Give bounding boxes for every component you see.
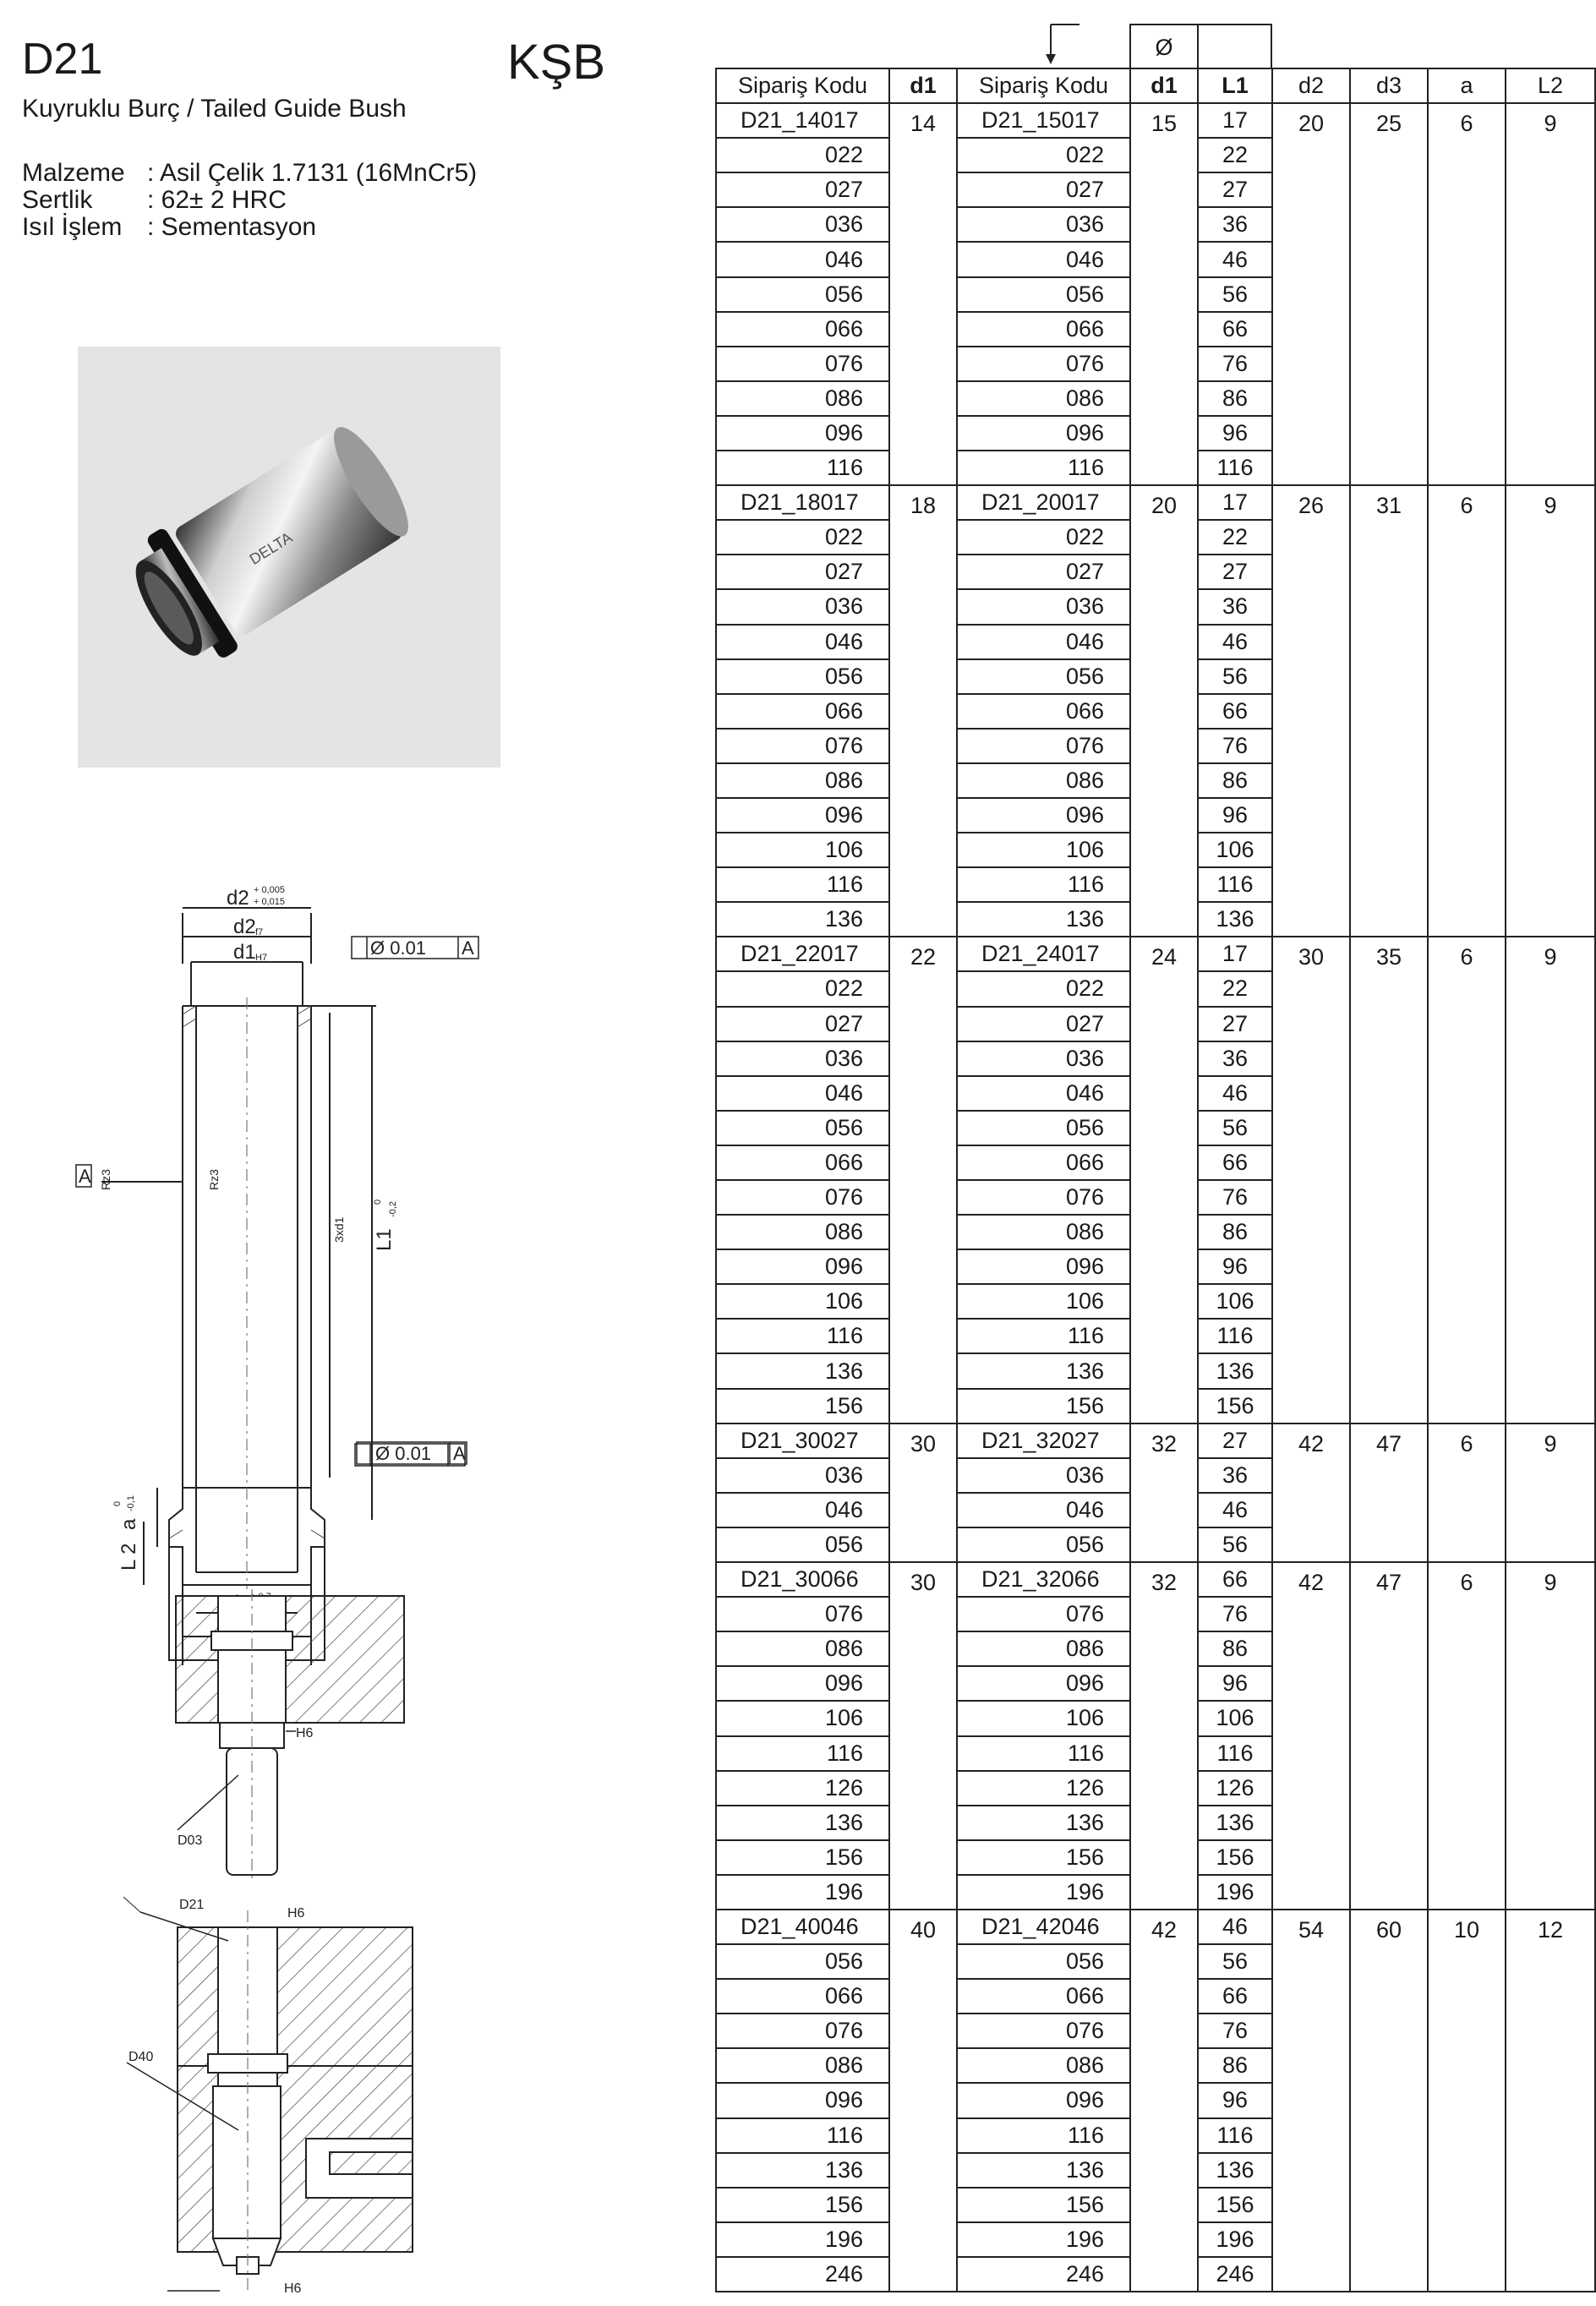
l1-cell: 56 bbox=[1198, 1527, 1272, 1562]
l1-cell: 46 bbox=[1198, 625, 1272, 659]
order-code-cell: 096 bbox=[957, 416, 1130, 451]
dim-a-tol-lower: -0,1 bbox=[126, 1495, 136, 1511]
dim-3xd1: 3xd1 bbox=[332, 1216, 346, 1243]
order-code-cell: 076 bbox=[957, 1180, 1130, 1215]
l1-cell: 27 bbox=[1198, 1423, 1272, 1458]
d1-cell: 42 bbox=[1130, 1910, 1198, 2292]
l1-cell: 46 bbox=[1198, 1076, 1272, 1111]
d2-cell: 42 bbox=[1272, 1423, 1350, 1562]
dim-d2-tol-upper: + 0,005 bbox=[254, 885, 286, 895]
order-code-cell: 056 bbox=[957, 1111, 1130, 1145]
l1-cell: 86 bbox=[1198, 1215, 1272, 1249]
l1-cell: 66 bbox=[1198, 1979, 1272, 2014]
order-code-cell: 036 bbox=[957, 207, 1130, 242]
l1-cell: 22 bbox=[1198, 520, 1272, 555]
l1-cell: 156 bbox=[1198, 1389, 1272, 1423]
d1-cell: 32 bbox=[1130, 1562, 1198, 1910]
order-code-cell: 056 bbox=[716, 659, 889, 694]
dim-d1-h7-sub: H7 bbox=[255, 953, 268, 963]
tolerance-bottom-frame bbox=[355, 1437, 482, 1471]
order-code-cell: 096 bbox=[957, 798, 1130, 833]
order-code-cell: 096 bbox=[716, 1666, 889, 1701]
l1-cell: 36 bbox=[1198, 207, 1272, 242]
d1-cell: 15 bbox=[1130, 103, 1198, 485]
d1-cell: 20 bbox=[1130, 485, 1198, 937]
l2-cell: 9 bbox=[1544, 111, 1557, 137]
order-code-cell: 136 bbox=[716, 1806, 889, 1840]
order-code-cell: 196 bbox=[716, 2222, 889, 2257]
a-cell: 6 bbox=[1428, 937, 1506, 1423]
order-table bbox=[715, 68, 1596, 2292]
table-row bbox=[716, 1562, 1595, 1597]
order-code-cell: 196 bbox=[716, 1875, 889, 1910]
roughness-right: Rz3 bbox=[207, 1169, 221, 1190]
assembly-drawing-d03 bbox=[127, 1589, 414, 1893]
l1-cell: 56 bbox=[1198, 1111, 1272, 1145]
l1-cell: 76 bbox=[1198, 347, 1272, 381]
order-code-cell: 056 bbox=[716, 1527, 889, 1562]
order-code-cell: 116 bbox=[957, 451, 1130, 485]
order-code-cell: D21_18017 bbox=[716, 485, 889, 520]
order-code-cell: 056 bbox=[957, 659, 1130, 694]
order-code-cell: 046 bbox=[957, 625, 1130, 659]
l1-cell: 136 bbox=[1198, 1806, 1272, 1840]
order-code-cell: 096 bbox=[716, 416, 889, 451]
bush-section-drawing bbox=[76, 879, 482, 1571]
l1-cell: 76 bbox=[1198, 1180, 1272, 1215]
order-code-cell: 036 bbox=[716, 589, 889, 624]
l1-cell: 106 bbox=[1198, 1701, 1272, 1735]
order-code-cell: 056 bbox=[957, 1527, 1130, 1562]
l1-cell: 116 bbox=[1198, 2118, 1272, 2153]
l1-cell: 96 bbox=[1198, 416, 1272, 451]
dim-d2-tol-lower: + 0,015 bbox=[254, 897, 286, 907]
order-code-cell: 066 bbox=[957, 312, 1130, 347]
order-code-cell: 106 bbox=[716, 1701, 889, 1735]
dim-d2-tolerance: d2 bbox=[227, 887, 249, 910]
d1-cell: 40 bbox=[889, 1910, 957, 2292]
l1-cell: 66 bbox=[1198, 694, 1272, 729]
order-code-cell: 076 bbox=[957, 347, 1130, 381]
l1-cell: 17 bbox=[1198, 485, 1272, 520]
order-code-cell: 022 bbox=[957, 971, 1130, 1006]
l1-cell: 196 bbox=[1198, 2222, 1272, 2257]
dim-l1-tol-lower: -0,2 bbox=[388, 1201, 398, 1217]
order-code-cell: 096 bbox=[957, 1666, 1130, 1701]
order-code-cell: 116 bbox=[957, 1736, 1130, 1771]
order-code-cell: 156 bbox=[957, 2188, 1130, 2222]
column-header-a: a bbox=[1428, 68, 1506, 103]
l1-cell: 22 bbox=[1198, 971, 1272, 1006]
l1-cell: 96 bbox=[1198, 1666, 1272, 1701]
l1-cell: 36 bbox=[1198, 1041, 1272, 1076]
l1-cell: 96 bbox=[1198, 798, 1272, 833]
order-code-cell: 022 bbox=[957, 520, 1130, 555]
order-code-cell: 096 bbox=[716, 798, 889, 833]
order-code-cell: 126 bbox=[957, 1771, 1130, 1806]
order-code-cell: 086 bbox=[716, 763, 889, 798]
spec-key: Sertlik bbox=[22, 186, 93, 214]
spec-row-heat-treatment bbox=[22, 213, 529, 242]
l1-cell: 96 bbox=[1198, 2083, 1272, 2117]
order-code-cell: 036 bbox=[716, 1458, 889, 1493]
order-code-cell: 106 bbox=[957, 1701, 1130, 1735]
photo-logo-text: DELTA bbox=[246, 528, 296, 568]
l1-cell: 17 bbox=[1198, 937, 1272, 971]
l1-cell: 106 bbox=[1198, 833, 1272, 867]
order-code-cell: 246 bbox=[716, 2257, 889, 2292]
diameter-header-box bbox=[1129, 24, 1272, 69]
label-h6-1: H6 bbox=[296, 1726, 314, 1740]
diameter-symbol: Ø bbox=[1131, 25, 1199, 69]
table-row bbox=[716, 937, 1595, 971]
d2-cell: 30 bbox=[1272, 937, 1350, 1423]
order-code-cell: 156 bbox=[957, 1840, 1130, 1875]
l1-cell: 56 bbox=[1198, 1944, 1272, 1979]
dim-l2: L 2 bbox=[118, 1543, 140, 1571]
l1-cell: 56 bbox=[1198, 277, 1272, 312]
order-code-cell: 116 bbox=[716, 1319, 889, 1353]
order-code-cell: 096 bbox=[957, 1249, 1130, 1284]
order-code-cell: 022 bbox=[716, 138, 889, 172]
product-photo bbox=[78, 347, 500, 768]
order-code-cell: 086 bbox=[957, 1215, 1130, 1249]
dim-d2-f7: d2 bbox=[233, 915, 256, 938]
column-header-l1: L1 bbox=[1198, 68, 1272, 103]
dim-d1-h7: d1 bbox=[233, 941, 256, 964]
roughness-left: Rz3 bbox=[99, 1169, 112, 1190]
l1-cell: 116 bbox=[1198, 867, 1272, 902]
l1-cell: 66 bbox=[1198, 1562, 1272, 1597]
order-code-cell: 046 bbox=[957, 242, 1130, 276]
order-code-cell: 136 bbox=[716, 2153, 889, 2188]
l1-cell: 86 bbox=[1198, 1631, 1272, 1666]
order-code-cell: 056 bbox=[957, 1944, 1130, 1979]
order-code-cell: 076 bbox=[716, 1180, 889, 1215]
order-code-cell: 036 bbox=[957, 589, 1130, 624]
order-code-cell: 022 bbox=[716, 520, 889, 555]
l1-cell: 76 bbox=[1198, 729, 1272, 763]
order-code-cell: 086 bbox=[716, 1631, 889, 1666]
order-code-cell: 106 bbox=[716, 833, 889, 867]
order-code-cell: 066 bbox=[957, 694, 1130, 729]
order-code-cell: 086 bbox=[957, 763, 1130, 798]
d1-cell: 24 bbox=[1130, 937, 1198, 1423]
order-code-cell: 116 bbox=[957, 867, 1130, 902]
order-code-cell: D21_14017 bbox=[716, 103, 889, 138]
label-h6-3: H6 bbox=[284, 2281, 302, 2296]
tolerance-top-ref: A bbox=[462, 937, 474, 959]
label-d03: D03 bbox=[178, 1833, 203, 1848]
order-code-cell: 116 bbox=[957, 2118, 1130, 2153]
order-code-cell: 076 bbox=[957, 729, 1130, 763]
d1-cell: 32 bbox=[1130, 1423, 1198, 1562]
l1-cell: 136 bbox=[1198, 2153, 1272, 2188]
order-code-cell: 156 bbox=[716, 2188, 889, 2222]
label-h6-2: H6 bbox=[287, 1906, 305, 1921]
order-code-cell: 196 bbox=[957, 1875, 1130, 1910]
column-header-order-code-1: Sipariş Kodu bbox=[716, 68, 889, 103]
order-code-cell: 136 bbox=[957, 1353, 1130, 1388]
order-code-cell: D21_32027 bbox=[957, 1423, 1130, 1458]
assembly-drawing-d40 bbox=[118, 1893, 423, 2299]
order-code-cell: 106 bbox=[957, 1284, 1130, 1319]
d3-cell: 25 bbox=[1350, 103, 1428, 485]
l1-cell: 46 bbox=[1198, 242, 1272, 276]
l1-cell: 36 bbox=[1198, 1458, 1272, 1493]
tolerance-bottom-ref: A bbox=[453, 1443, 466, 1464]
spec-row-hardness bbox=[22, 186, 529, 215]
l2-cell: 12 bbox=[1506, 1910, 1595, 2292]
arrow-down-icon bbox=[1049, 24, 1083, 66]
order-code-cell: 156 bbox=[716, 1840, 889, 1875]
l1-cell: 116 bbox=[1198, 1736, 1272, 1771]
l1-cell: 116 bbox=[1198, 451, 1272, 485]
d1-cell: 30 bbox=[889, 1562, 957, 1910]
d3-cell: 60 bbox=[1350, 1910, 1428, 2292]
order-code-cell: 066 bbox=[716, 312, 889, 347]
l1-cell: 196 bbox=[1198, 1875, 1272, 1910]
spec-key: Isıl İşlem bbox=[22, 213, 123, 241]
order-code-cell: 086 bbox=[957, 381, 1130, 416]
product-code: D21 bbox=[22, 35, 103, 84]
order-code-cell: D21_24017 bbox=[957, 937, 1130, 971]
spec-key: Malzeme bbox=[22, 159, 125, 187]
table-row bbox=[716, 1910, 1595, 1944]
guide-bush-photo-icon bbox=[78, 347, 500, 768]
dim-l1: L1 bbox=[373, 1228, 396, 1251]
order-code-cell: D21_20017 bbox=[957, 485, 1130, 520]
order-code-cell: 116 bbox=[716, 867, 889, 902]
order-code-cell: 027 bbox=[716, 555, 889, 589]
d1-cell: 22 bbox=[889, 937, 957, 1423]
order-code-cell: 036 bbox=[957, 1041, 1130, 1076]
l1-cell: 46 bbox=[1198, 1910, 1272, 1944]
order-code-cell: D21_15017 bbox=[957, 103, 1130, 138]
order-code-cell: 076 bbox=[957, 1597, 1130, 1631]
order-code-cell: 027 bbox=[957, 1007, 1130, 1041]
d2-cell: 20 bbox=[1272, 103, 1350, 485]
l1-cell: 86 bbox=[1198, 381, 1272, 416]
order-code-cell: D21_30066 bbox=[716, 1562, 889, 1597]
l1-cell: 106 bbox=[1198, 1284, 1272, 1319]
order-code-cell: 027 bbox=[957, 172, 1130, 207]
l1-cell: 27 bbox=[1198, 1007, 1272, 1041]
order-code-cell: 036 bbox=[716, 207, 889, 242]
order-code-cell: 056 bbox=[716, 277, 889, 312]
order-code-cell: 076 bbox=[957, 2014, 1130, 2048]
l1-cell: 66 bbox=[1198, 312, 1272, 347]
table-row bbox=[716, 485, 1595, 520]
l1-cell: 66 bbox=[1198, 1145, 1272, 1180]
l1-cell: 126 bbox=[1198, 1771, 1272, 1806]
order-code-cell: 096 bbox=[716, 1249, 889, 1284]
order-code-cell: 036 bbox=[957, 1458, 1130, 1493]
order-code-cell: 036 bbox=[716, 1041, 889, 1076]
order-code-cell: D21_40046 bbox=[716, 1910, 889, 1944]
order-code-cell: 046 bbox=[716, 1076, 889, 1111]
order-code-cell: 076 bbox=[716, 347, 889, 381]
a-cell: 10 bbox=[1428, 1910, 1506, 2292]
order-code-cell: 116 bbox=[957, 1319, 1130, 1353]
brand-label: KŞB bbox=[507, 35, 606, 90]
order-code-cell: 066 bbox=[957, 1145, 1130, 1180]
dim-l1-tol-upper: 0 bbox=[373, 1199, 383, 1205]
l1-cell: 96 bbox=[1198, 1249, 1272, 1284]
l2-cell: 9 bbox=[1506, 485, 1595, 937]
order-code-cell: 196 bbox=[957, 2222, 1130, 2257]
spec-value: : 62± 2 HRC bbox=[147, 186, 287, 214]
l1-cell: 17 bbox=[1198, 103, 1272, 138]
d3-cell: 35 bbox=[1350, 937, 1428, 1423]
tolerance-top: Ø 0.01 bbox=[370, 937, 427, 959]
order-code-cell: D21_22017 bbox=[716, 937, 889, 971]
order-code-cell: D21_30027 bbox=[716, 1423, 889, 1458]
l1-cell: 22 bbox=[1198, 138, 1272, 172]
order-code-cell: 046 bbox=[716, 1493, 889, 1527]
l1-cell: 76 bbox=[1198, 1597, 1272, 1631]
l1-cell: 116 bbox=[1198, 1319, 1272, 1353]
l2-cell: 9 bbox=[1506, 1423, 1595, 1562]
a-cell: 6 bbox=[1428, 485, 1506, 937]
order-code-cell: 076 bbox=[716, 1597, 889, 1631]
order-code-cell: 136 bbox=[957, 902, 1130, 937]
order-code-cell: 116 bbox=[716, 2118, 889, 2153]
order-code-cell: 106 bbox=[957, 833, 1130, 867]
order-code-cell: 086 bbox=[716, 381, 889, 416]
l1-cell: 86 bbox=[1198, 2048, 1272, 2083]
order-code-cell: 056 bbox=[957, 277, 1130, 312]
order-code-cell: 136 bbox=[957, 1806, 1130, 1840]
d1-cell: 30 bbox=[889, 1423, 957, 1562]
order-code-cell: 086 bbox=[716, 2048, 889, 2083]
order-code-cell: 246 bbox=[957, 2257, 1130, 2292]
l1-cell: 76 bbox=[1198, 2014, 1272, 2048]
order-code-cell: 086 bbox=[716, 1215, 889, 1249]
datum-a: A bbox=[79, 1166, 91, 1187]
d3-cell: 31 bbox=[1350, 485, 1428, 937]
spec-value: : Sementasyon bbox=[147, 213, 317, 241]
spec-list bbox=[22, 159, 529, 252]
dim-d2-f7-sub: f7 bbox=[255, 927, 264, 937]
order-code-cell: 096 bbox=[716, 2083, 889, 2117]
dim-a: a bbox=[118, 1518, 140, 1530]
d1-cell: 14 bbox=[889, 103, 957, 485]
l1-cell: 246 bbox=[1198, 2257, 1272, 2292]
column-header-d1-2: d1 bbox=[1130, 68, 1198, 103]
l1-cell: 46 bbox=[1198, 1493, 1272, 1527]
label-d40: D40 bbox=[128, 2050, 154, 2064]
order-code-cell: 027 bbox=[716, 172, 889, 207]
order-code-cell: 136 bbox=[957, 2153, 1130, 2188]
order-code-cell: 066 bbox=[716, 694, 889, 729]
order-code-cell: D21_42046 bbox=[957, 1910, 1130, 1944]
order-code-cell: 056 bbox=[716, 1944, 889, 1979]
spec-row-material bbox=[22, 159, 529, 188]
dim-a-tol-upper: 0 bbox=[112, 1500, 123, 1506]
order-code-cell: 076 bbox=[716, 2014, 889, 2048]
a-cell: 6 bbox=[1428, 1423, 1506, 1562]
order-code-cell: 156 bbox=[716, 1389, 889, 1423]
label-d21: D21 bbox=[179, 1898, 205, 1912]
order-code-cell: 066 bbox=[957, 1979, 1130, 2014]
l1-cell: 136 bbox=[1198, 902, 1272, 937]
spec-value: : Asil Çelik 1.7131 (16MnCr5) bbox=[147, 159, 478, 187]
order-code-cell: 076 bbox=[716, 729, 889, 763]
l2-cell: 9 bbox=[1506, 1562, 1595, 1910]
a-cell: 6 bbox=[1428, 103, 1506, 485]
l1-cell: 156 bbox=[1198, 1840, 1272, 1875]
order-code-cell: 066 bbox=[716, 1145, 889, 1180]
order-code-cell: 046 bbox=[716, 242, 889, 276]
order-code-cell: 126 bbox=[716, 1771, 889, 1806]
order-code-cell: 027 bbox=[716, 1007, 889, 1041]
column-header-d2: d2 bbox=[1272, 68, 1350, 103]
order-code-cell: 096 bbox=[957, 2083, 1130, 2117]
table-row bbox=[716, 103, 1595, 138]
d2-cell: 54 bbox=[1272, 1910, 1350, 2292]
order-code-cell: D21_32066 bbox=[957, 1562, 1130, 1597]
d3-cell: 47 bbox=[1350, 1423, 1428, 1562]
order-code-cell: 046 bbox=[957, 1076, 1130, 1111]
order-code-cell: 156 bbox=[957, 1389, 1130, 1423]
order-code-cell: 056 bbox=[716, 1111, 889, 1145]
order-code-cell: 136 bbox=[716, 902, 889, 937]
order-code-cell: 086 bbox=[957, 1631, 1130, 1666]
l1-cell: 27 bbox=[1198, 555, 1272, 589]
order-code-cell: 022 bbox=[716, 971, 889, 1006]
order-code-cell: 116 bbox=[716, 451, 889, 485]
d3-cell: 47 bbox=[1350, 1562, 1428, 1910]
l1-cell: 36 bbox=[1198, 589, 1272, 624]
order-code-cell: 046 bbox=[716, 625, 889, 659]
column-header-l2: L2 bbox=[1506, 68, 1595, 103]
order-code-cell: 022 bbox=[957, 138, 1130, 172]
table-row bbox=[716, 1423, 1595, 1458]
column-header-order-code-2: Sipariş Kodu bbox=[957, 68, 1130, 103]
l1-cell: 136 bbox=[1198, 1353, 1272, 1388]
l1-cell: 156 bbox=[1198, 2188, 1272, 2222]
order-code-cell: 106 bbox=[716, 1284, 889, 1319]
order-code-cell: 086 bbox=[957, 2048, 1130, 2083]
l1-cell: 56 bbox=[1198, 659, 1272, 694]
order-code-cell: 136 bbox=[716, 1353, 889, 1388]
d1-cell: 18 bbox=[889, 485, 957, 937]
tolerance-bottom: Ø 0.01 bbox=[375, 1443, 432, 1464]
order-code-cell: 046 bbox=[957, 1493, 1130, 1527]
l1-cell: 27 bbox=[1198, 172, 1272, 207]
order-code-cell: 066 bbox=[716, 1979, 889, 2014]
d2-cell: 42 bbox=[1272, 1562, 1350, 1910]
column-header-d1-1: d1 bbox=[889, 68, 957, 103]
l1-cell: 86 bbox=[1198, 763, 1272, 798]
order-table-container bbox=[715, 24, 1594, 2298]
a-cell: 6 bbox=[1428, 1562, 1506, 1910]
product-subtitle: Kuyruklu Burç / Tailed Guide Bush bbox=[22, 95, 407, 123]
column-header-d3: d3 bbox=[1350, 68, 1428, 103]
l2-cell: 9 bbox=[1506, 937, 1595, 1423]
d2-cell: 26 bbox=[1272, 485, 1350, 937]
order-code-cell: 116 bbox=[716, 1736, 889, 1771]
order-code-cell: 027 bbox=[957, 555, 1130, 589]
